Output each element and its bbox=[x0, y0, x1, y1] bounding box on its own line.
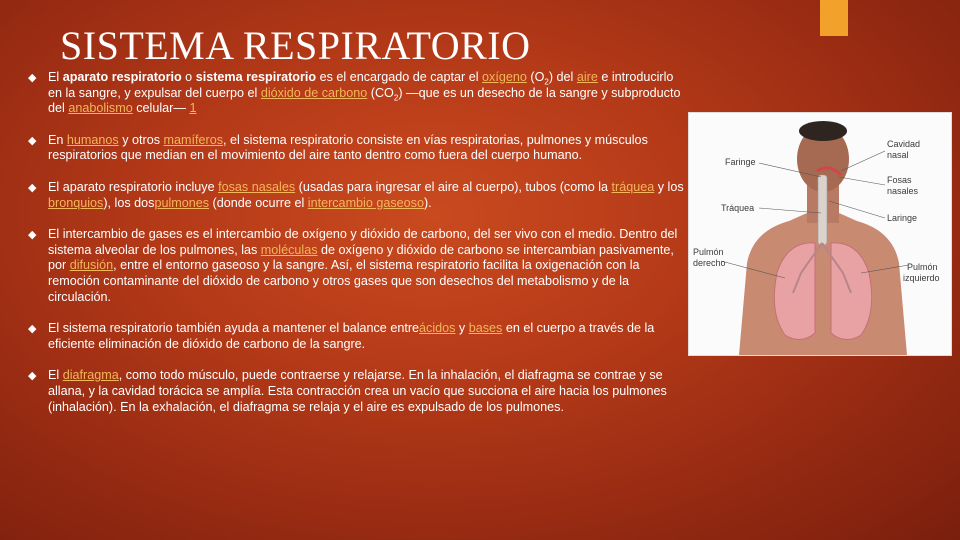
label-pulmon-izquierdo-2: izquierdo bbox=[903, 273, 940, 283]
diamond-bullet-icon: ◆ bbox=[28, 229, 37, 242]
diamond-bullet-icon: ◆ bbox=[28, 72, 37, 84]
bullet-text: ) —que es un desecho de la sangre y subproducto del bbox=[48, 85, 681, 116]
inline-link[interactable]: dióxido de carbono bbox=[260, 85, 368, 100]
slide-title: SISTEMA RESPIRATORIO bbox=[60, 23, 531, 68]
inline-link[interactable]: aire bbox=[576, 70, 598, 84]
label-cavidad: Cavidad bbox=[887, 139, 921, 149]
bullet-text: y los bbox=[654, 179, 684, 194]
bullet-list bbox=[28, 70, 688, 431]
bullet-item bbox=[28, 70, 688, 117]
bold-term: sistema respiratorio bbox=[195, 70, 317, 84]
accent-bar bbox=[820, 0, 848, 36]
bullet-text: de oxígeno y dióxido de carbono se intercambian pasivamente, por bbox=[48, 242, 674, 273]
bullet-text: El bbox=[48, 70, 63, 84]
label-pulmon-derecho-2: derecho bbox=[693, 258, 726, 268]
label-pulmon-izquierdo-1: Pulmón bbox=[907, 262, 938, 272]
bullet-item bbox=[28, 227, 688, 305]
bullet-text: y otros bbox=[118, 132, 164, 147]
label-pulmon-derecho-1: Pulmón bbox=[693, 247, 724, 257]
label-nasales: nasales bbox=[887, 186, 919, 196]
bullet-item bbox=[28, 368, 688, 415]
subscript: 2 bbox=[544, 77, 549, 87]
inline-link[interactable]: fosas nasales bbox=[218, 179, 296, 194]
bullet-text: es el encargado de captar el bbox=[316, 70, 483, 84]
diamond-bullet-icon: ◆ bbox=[28, 181, 37, 194]
bullet-text: El aparato respiratorio incluye bbox=[48, 179, 219, 194]
label-traquea: Tráquea bbox=[721, 203, 755, 213]
inline-link[interactable]: tráquea bbox=[611, 179, 655, 194]
bullet-text: ), los dos bbox=[103, 195, 155, 210]
bullet-text: , el sistema respiratorio consiste en vías respiratorias, pulmones y músculos respiratorios que median en el movimiento del aire tanto dentro como fuera del cuerpo humano. bbox=[48, 132, 648, 163]
label-fosas: Fosas bbox=[887, 175, 912, 185]
bullet-text: en el cuerpo a través de la eficiente eliminación de dióxido de carbono de la sangre. bbox=[48, 321, 655, 351]
inline-link[interactable]: 1 bbox=[189, 101, 197, 116]
bullet-text: , como todo músculo, puede contraerse y relajarse. En la inhalación, el diafragma se contrae y se allana, y la cavidad torácica se amplía. Esta contracción crea un vacío que succiona el aire hacia los pulmones (inhalación). En la exhalación, el diafragma se relaja y el aire es expulsado de los pulmones. bbox=[48, 368, 667, 414]
hair-shape bbox=[799, 121, 847, 141]
trachea-shape bbox=[818, 175, 827, 245]
label-nasal: nasal bbox=[887, 150, 909, 160]
inline-link[interactable]: ácidos bbox=[419, 321, 456, 336]
inline-link[interactable]: bases bbox=[468, 321, 503, 336]
inline-link[interactable]: intercambio gaseoso bbox=[307, 195, 424, 210]
bullet-text: (O bbox=[526, 70, 545, 84]
label-laringe: Laringe bbox=[887, 213, 918, 223]
inline-link[interactable]: moléculas bbox=[260, 242, 318, 257]
inline-link[interactable]: pulmones bbox=[154, 195, 210, 210]
subscript: 2 bbox=[393, 93, 399, 103]
bullet-text: o bbox=[181, 70, 196, 84]
bullet-item bbox=[28, 321, 688, 352]
inline-link[interactable]: diafragma bbox=[62, 368, 119, 383]
bullet-item bbox=[28, 180, 688, 211]
diamond-bullet-icon: ◆ bbox=[28, 370, 37, 383]
respiratory-system-figure bbox=[688, 112, 952, 356]
bullet-text: y bbox=[455, 321, 469, 336]
inline-link[interactable]: bronquios bbox=[48, 195, 104, 210]
bullet-item bbox=[28, 133, 688, 164]
bullet-text: (CO bbox=[367, 85, 394, 100]
bullet-text: , entre el entorno gaseoso y la sangre. Así, el sistema respiratorio facilita la oxigenación con la remoción contaminante del dióxido de carbono y otros gases que son desechos del metabolismo y de la circulación. bbox=[48, 258, 640, 304]
bullet-text: celular— bbox=[132, 101, 190, 116]
bullet-text: (donde ocurre el bbox=[209, 195, 308, 210]
bullet-text: El sistema respiratorio también ayuda a mantener el balance entre bbox=[48, 321, 420, 336]
inline-link[interactable]: mamíferos bbox=[163, 132, 223, 147]
bold-term: aparato respiratorio bbox=[62, 70, 182, 84]
inline-link[interactable]: oxígeno bbox=[482, 70, 527, 84]
bullet-text: ). bbox=[423, 195, 432, 210]
inline-link[interactable]: difusión bbox=[69, 258, 114, 273]
diamond-bullet-icon: ◆ bbox=[28, 323, 37, 336]
bullet-text: ) del bbox=[548, 70, 577, 84]
bullet-text: (usadas para ingresar el aire al cuerpo), tubos (como la bbox=[295, 179, 612, 194]
inline-link[interactable]: humanos bbox=[66, 132, 119, 147]
bullet-text: En bbox=[48, 132, 67, 147]
bullet-text: El bbox=[48, 368, 63, 383]
bullet-text: El intercambio de gases es el intercambio de oxígeno y dióxido de carbono, del ser vivo con el medio. Dentro del sistema alveolar de los pulmones, las bbox=[48, 227, 678, 257]
bullet-text: e introducirlo en la sangre, y expulsar del cuerpo el bbox=[48, 70, 674, 100]
diamond-bullet-icon: ◆ bbox=[28, 134, 37, 147]
label-faringe: Faringe bbox=[725, 157, 756, 167]
inline-link[interactable]: anabolismo bbox=[68, 101, 133, 116]
respiratory-diagram bbox=[689, 113, 951, 355]
